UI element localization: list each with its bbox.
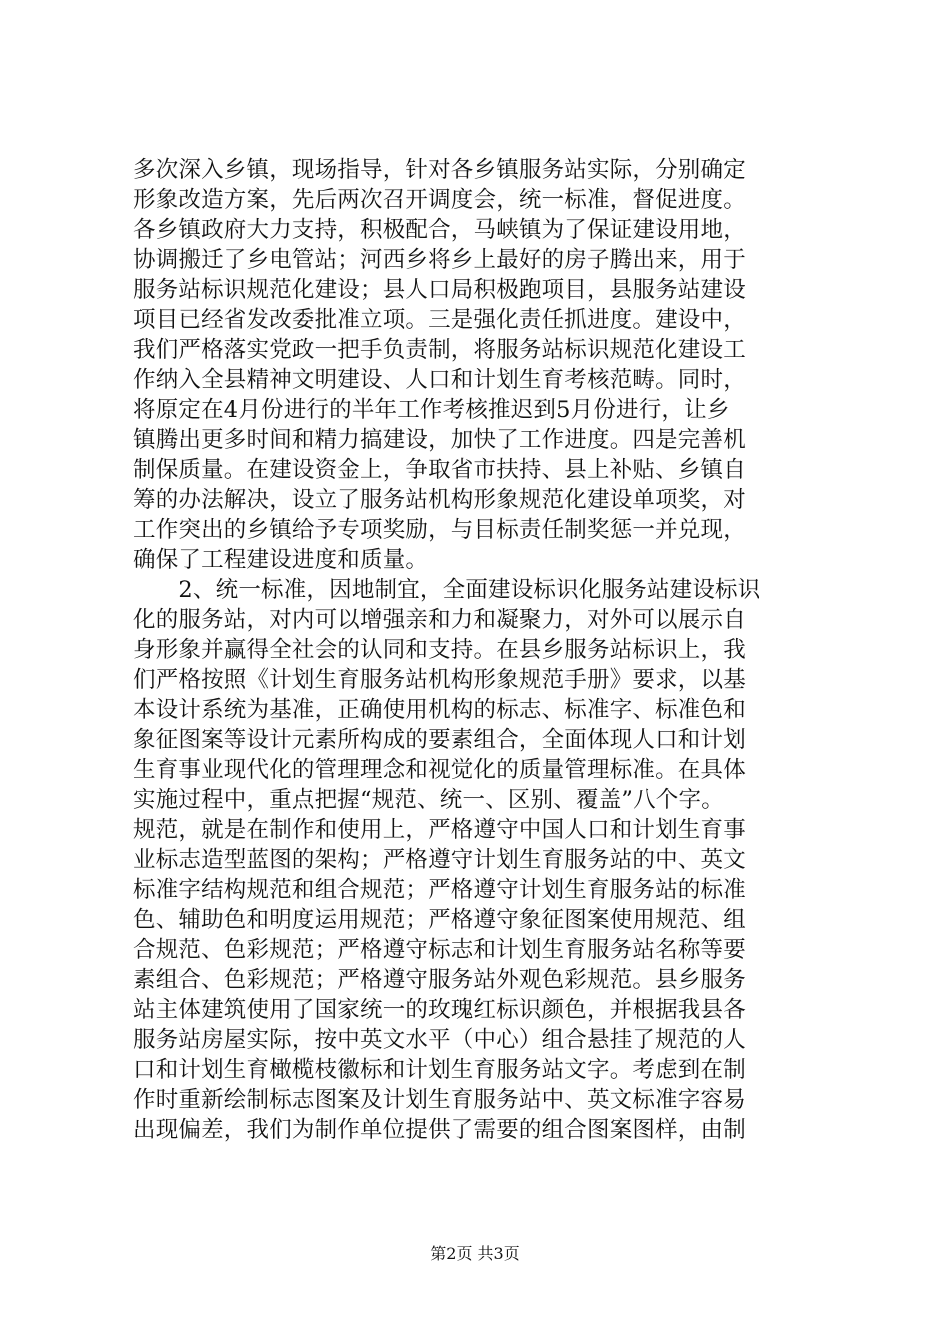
text-line: 象征图案等设计元素所构成的要素组合，全面体现人口和计划 [133, 727, 746, 753]
text-line: 生育事业现代化的管理理念和视觉化的质量管理标准。在具体 [133, 757, 746, 783]
text-line: 出现偏差，我们为制作单位提供了需要的组合图案图样，由制 [133, 1117, 746, 1143]
text-line: 2、统一标准，因地制宜，全面建设标识化服务站建设标识 [133, 577, 761, 603]
text-line: 筹的办法解决，设立了服务站机构形象规范化建设单项奖，对 [133, 487, 746, 513]
text-line: 口和计划生育橄榄枝徽标和计划生育服务站文字。考虑到在制 [133, 1057, 746, 1083]
text-line: 标准字结构规范和组合规范；严格遵守计划生育服务站的标准 [133, 877, 746, 903]
text-line: 各乡镇政府大力支持，积极配合，马峡镇为了保证建设用地， [133, 217, 746, 243]
text-line: 业标志造型蓝图的架构；严格遵守计划生育服务站的中、英文 [133, 847, 746, 873]
text-line: 化的服务站，对内可以增强亲和力和凝聚力，对外可以展示自 [133, 607, 746, 633]
text-line: 工作突出的乡镇给予专项奖励，与目标责任制奖惩一并兑现， [133, 517, 746, 543]
text-line: 身形象并赢得全社会的认同和支持。在县乡服务站标识上，我 [133, 637, 746, 663]
text-line: 合规范、色彩规范；严格遵守标志和计划生育服务站名称等要 [133, 937, 746, 963]
text-line: 作时重新绘制标志图案及计划生育服务站中、英文标准字容易 [133, 1087, 746, 1113]
text-line: 服务站标识规范化建设；县人口局积极跑项目，县服务站建设 [133, 277, 746, 303]
text-line: 站主体建筑使用了国家统一的玫瑰红标识颜色，并根据我县各 [133, 997, 746, 1023]
text-line: 我们严格落实党政一把手负责制，将服务站标识规范化建设工 [133, 337, 746, 363]
text-line: 规范，就是在制作和使用上，严格遵守中国人口和计划生育事 [133, 817, 746, 843]
page-number-footer: 第2页 共3页 [430, 1244, 520, 1263]
text-line: 实施过程中，重点把握“规范、统一、区别、覆盖”八个字。 [133, 787, 724, 813]
text-line: 形象改造方案，先后两次召开调度会，统一标准，督促进度。 [133, 187, 746, 213]
text-line: 服务站房屋实际，按中英文水平（中心）组合悬挂了规范的人 [133, 1027, 746, 1053]
text-line: 素组合、色彩规范；严格遵守服务站外观色彩规范。县乡服务 [133, 967, 746, 993]
text-line: 们严格按照《计划生育服务站机构形象规范手册》要求，以基 [133, 667, 746, 693]
text-line: 制保质量。在建设资金上，争取省市扶持、县上补贴、乡镇自 [133, 457, 746, 483]
text-line: 色、辅助色和明度运用规范；严格遵守象征图案使用规范、组 [133, 907, 746, 933]
text-line: 作纳入全县精神文明建设、人口和计划生育考核范畴。同时， [133, 367, 746, 393]
text-line: 确保了工程建设进度和质量。 [133, 547, 429, 573]
text-line: 本设计系统为基准，正确使用机构的标志、标准字、标准色和 [133, 697, 746, 723]
text-line: 多次深入乡镇，现场指导，针对各乡镇服务站实际，分别确定 [133, 157, 746, 183]
document-body [133, 155, 823, 1145]
text-line: 项目已经省发改委批准立项。三是强化责任抓进度。建设中， [133, 307, 746, 333]
text-line: 将原定在4月份进行的半年工作考核推迟到5月份进行，让乡 [133, 397, 730, 423]
text-line: 协调搬迁了乡电管站；河西乡将乡上最好的房子腾出来，用于 [133, 247, 746, 273]
text-line: 镇腾出更多时间和精力搞建设，加快了工作进度。四是完善机 [133, 427, 746, 453]
